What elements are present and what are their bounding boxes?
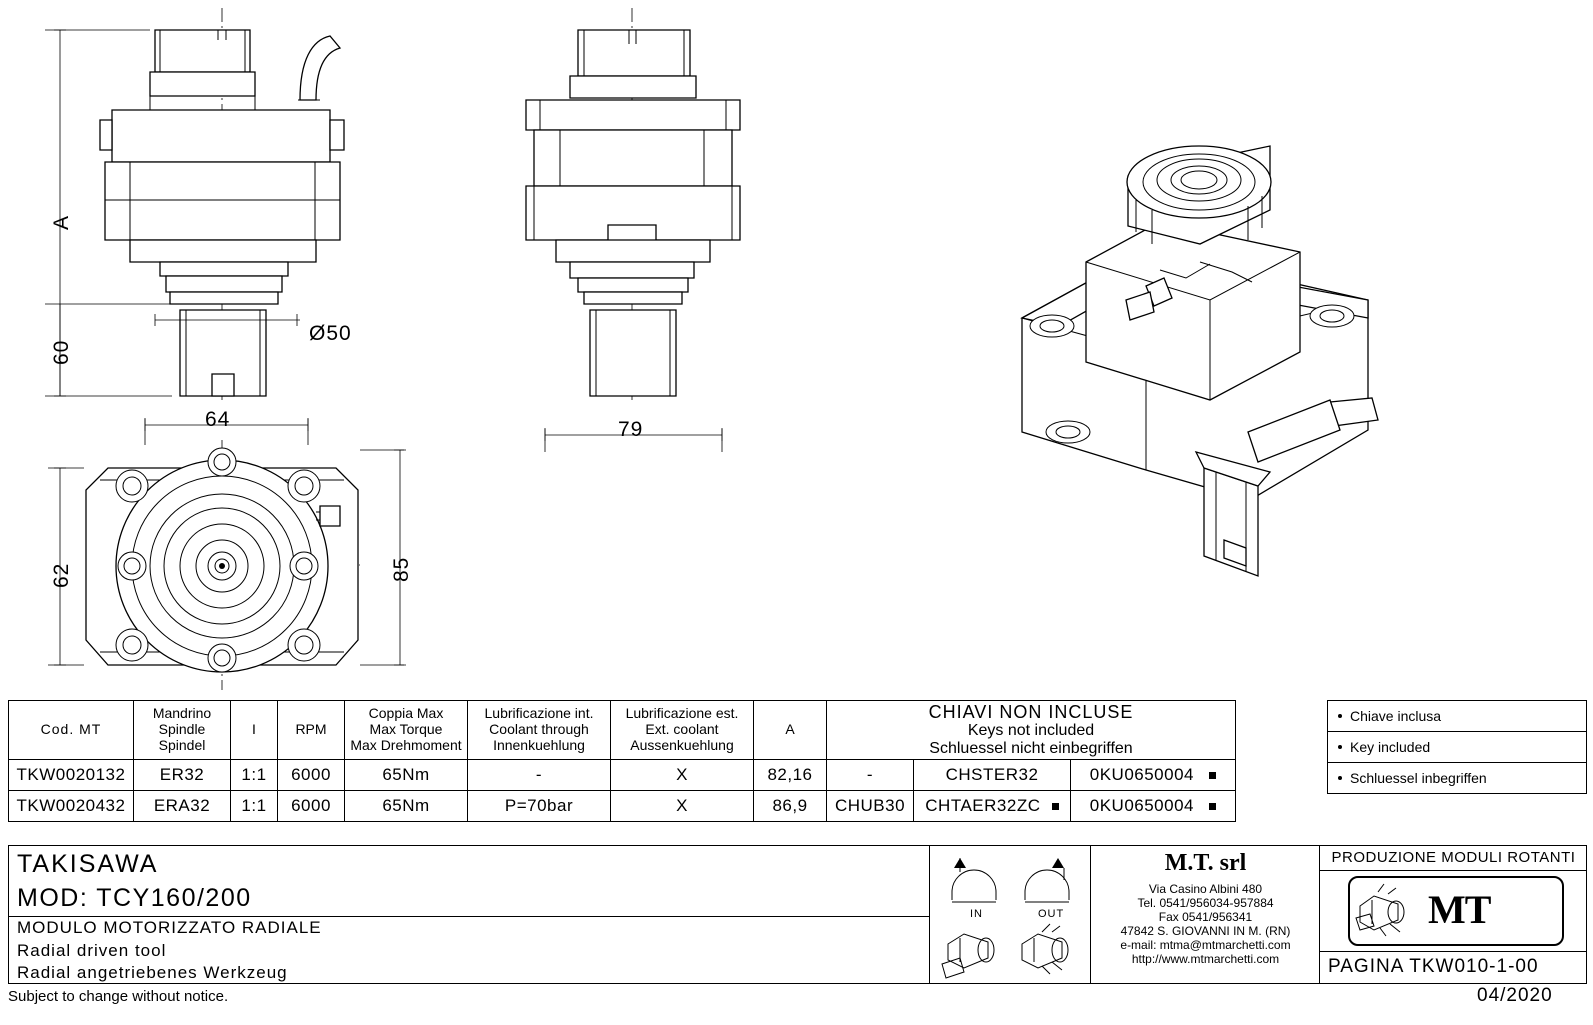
dimension-62: 62 <box>50 562 73 588</box>
divider <box>9 916 929 917</box>
divider <box>1320 870 1587 871</box>
bullet-icon <box>1338 714 1342 718</box>
company-city: 47842 S. GIOVANNI IN M. (RN) <box>1120 924 1291 938</box>
dimension-85: 85 <box>390 556 413 582</box>
cell-a: 86,9 <box>754 790 827 821</box>
product-desc-en: Radial driven tool <box>17 941 167 960</box>
dimension-79: 79 <box>618 418 644 441</box>
cell-coolant-internal: - <box>468 759 611 790</box>
cell-coolant-external: X <box>611 790 754 821</box>
cell-ratio: 1:1 <box>231 759 278 790</box>
cell-ratio: 1:1 <box>231 790 278 821</box>
dimension-diameter-50: Ø50 <box>309 322 352 345</box>
cell-rpm: 6000 <box>278 759 345 790</box>
flow-icons <box>930 846 1091 983</box>
legend-item-it: Chiave inclusa <box>1328 701 1586 732</box>
cell-spindle: ERA32 <box>134 790 231 821</box>
cell-key1: CHUB30 <box>827 790 914 821</box>
footer-date: 04/2020 <box>1477 985 1553 1006</box>
machine-name: TAKISAWA <box>17 850 159 878</box>
cell-cod: TKW0020132 <box>9 759 134 790</box>
company-info <box>1090 846 1320 983</box>
bullet-icon <box>1338 776 1342 780</box>
legend-item-en: Key included <box>1328 732 1586 763</box>
company-website[interactable]: http://www.mtmarchetti.com <box>1131 952 1280 966</box>
product-desc-de: Radial angetriebenes Werkzeug <box>17 963 288 982</box>
cell-rpm: 6000 <box>278 790 345 821</box>
company-address: Via Casino Albini 480 <box>1148 882 1263 896</box>
header-keys: CHIAVI NON INCLUSE Keys not included Schluessel nicht einbegriffen <box>827 701 1236 760</box>
table-header-row <box>9 701 1236 760</box>
cell-key1: - <box>827 759 914 790</box>
divider <box>1320 951 1587 952</box>
cell-key2: CHSTER32 <box>914 759 1071 790</box>
header-rpm: RPM <box>278 701 345 760</box>
bullet-icon <box>1338 745 1342 749</box>
header-a: A <box>754 701 827 760</box>
cell-cod: TKW0020432 <box>9 790 134 821</box>
cell-torque: 65Nm <box>345 790 468 821</box>
cell-key2: CHTAER32ZC <box>914 790 1071 821</box>
logo-text: MT <box>1428 887 1491 932</box>
coolant-flow-symbols <box>929 846 1091 983</box>
company-email[interactable]: e-mail: mtma@mtmarchetti.com <box>1120 938 1291 952</box>
production-header: PRODUZIONE MODULI ROTANTI <box>1331 849 1576 866</box>
flow-label-out: OUT <box>1038 908 1065 920</box>
front-view <box>45 8 344 445</box>
cell-key3: 0KU0650004 <box>1071 759 1236 790</box>
legend-item-de: Schluessel inbegriffen <box>1328 763 1586 793</box>
cell-spindle: ER32 <box>134 759 231 790</box>
key-included-marker <box>1209 772 1216 779</box>
dimension-64: 64 <box>205 408 231 431</box>
title-block-description <box>9 846 929 983</box>
header-ratio: I <box>231 701 278 760</box>
header-coolant-internal: Lubrificazione int. Coolant through Innenkuehlung <box>468 701 611 760</box>
cell-coolant-internal: P=70bar <box>468 790 611 821</box>
cell-torque: 65Nm <box>345 759 468 790</box>
company-fax: Fax 0541/956341 <box>1158 910 1253 924</box>
side-view <box>526 8 740 452</box>
flow-label-in: IN <box>970 908 983 920</box>
table-row <box>9 759 1236 790</box>
key-included-marker <box>1052 803 1059 810</box>
header-cod: Cod. MT <box>9 701 134 760</box>
footer-notice: Subject to change without notice. <box>8 988 229 1005</box>
bottom-view <box>48 440 406 690</box>
specifications-table <box>8 700 1236 822</box>
table-row <box>9 790 1236 821</box>
title-block <box>8 845 1587 984</box>
title-block-right <box>1319 846 1587 983</box>
company-name: M.T. srl <box>1164 850 1247 876</box>
product-desc-it: MODULO MOTORIZZATO RADIALE <box>17 918 322 937</box>
isometric-view <box>1022 146 1378 576</box>
header-coolant-external: Lubrificazione est. Ext. coolant Aussenkuehlung <box>611 701 754 760</box>
cell-key3: 0KU0650004 <box>1071 790 1236 821</box>
header-torque: Coppia Max Max Torque Max Drehmoment <box>345 701 468 760</box>
legend-keys-included <box>1327 700 1587 794</box>
dimension-A: A <box>50 214 73 230</box>
machine-model: MOD: TCY160/200 <box>17 884 252 912</box>
mt-logo <box>1348 876 1564 946</box>
header-spindle: Mandrino Spindle Spindel <box>134 701 231 760</box>
key-included-marker <box>1209 803 1216 810</box>
company-tel: Tel. 0541/956034-957884 <box>1137 896 1274 910</box>
page-number: PAGINA TKW010-1-00 <box>1328 956 1539 977</box>
cell-a: 82,16 <box>754 759 827 790</box>
dimension-60: 60 <box>50 339 73 365</box>
cell-coolant-external: X <box>611 759 754 790</box>
